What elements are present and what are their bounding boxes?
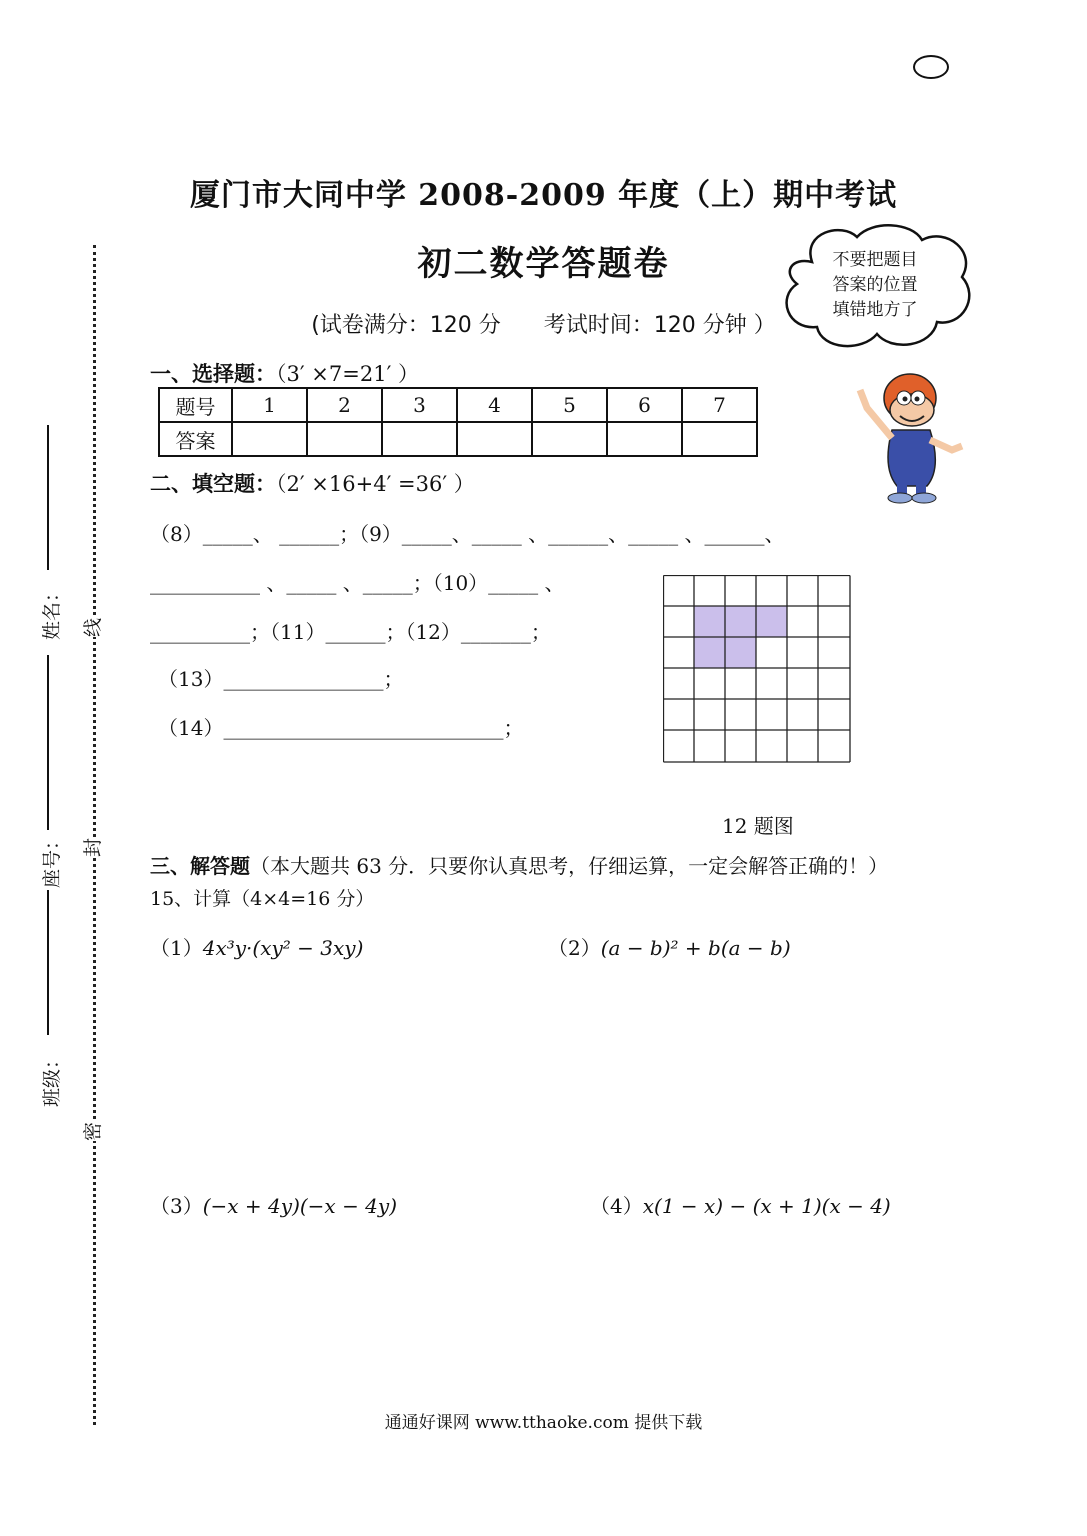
answer-cell[interactable] bbox=[232, 422, 307, 456]
section2-label: 二、填空题： bbox=[150, 471, 276, 496]
bubble-text bbox=[815, 248, 935, 323]
problem-1-num: （1） bbox=[150, 936, 203, 960]
problem-2-expr: (a − b)² + b(a − b) bbox=[600, 936, 791, 960]
section2-heading bbox=[150, 468, 475, 498]
section1-heading bbox=[150, 358, 419, 388]
bubble-line-1: 不要把题目 bbox=[832, 250, 918, 270]
exam-subtitle: 初二数学答题卷 bbox=[417, 244, 670, 284]
name-blank-line bbox=[47, 425, 49, 570]
q15-heading: 15、计算（4×4=16 分） bbox=[150, 888, 375, 910]
problem-1-expr: 4x³y·(xy² − 3xy) bbox=[202, 936, 364, 960]
question-number: 3 bbox=[382, 388, 457, 422]
section3-label: 三、解答题 bbox=[150, 854, 250, 878]
answer-cell[interactable] bbox=[682, 422, 757, 456]
fill-line-4[interactable]: （13）________________； bbox=[158, 667, 404, 691]
bubble-line-3: 填错地方了 bbox=[832, 300, 918, 320]
answer-cell[interactable] bbox=[307, 422, 382, 456]
class-blank-line bbox=[47, 890, 49, 1035]
table-row bbox=[159, 388, 757, 422]
table-head-answer: 答案 bbox=[159, 422, 232, 456]
problem-4 bbox=[590, 1190, 891, 1219]
question-number: 7 bbox=[682, 388, 757, 422]
answer-cell[interactable] bbox=[607, 422, 682, 456]
fill-line-1[interactable]: （8）_____、 ______；（9）_____、_____ 、______、_____ 、______、 bbox=[150, 522, 785, 546]
answer-cell[interactable] bbox=[382, 422, 457, 456]
grid-figure bbox=[663, 575, 853, 765]
seal-mi-char: 密 bbox=[78, 1122, 105, 1141]
seat-label: 座号： bbox=[41, 830, 64, 889]
answer-table bbox=[158, 387, 758, 457]
corner-oval bbox=[913, 55, 949, 79]
seat-blank-line bbox=[47, 655, 49, 830]
section3-note: （本大题共 63 分．只要你认真思考，仔细运算，一定会解答正确的！） bbox=[250, 854, 889, 878]
cartoon-monkey-icon bbox=[852, 368, 967, 508]
problem-3-expr: (−x + 4y)(−x − 4y) bbox=[202, 1194, 398, 1218]
binding-dotted-line bbox=[93, 245, 96, 1425]
question-number: 5 bbox=[532, 388, 607, 422]
seal-feng-char: 封 bbox=[78, 838, 105, 857]
question-number: 1 bbox=[232, 388, 307, 422]
figure-caption: 12 题图 bbox=[722, 814, 794, 838]
bubble-line-2: 答案的位置 bbox=[832, 275, 918, 295]
question-number: 2 bbox=[307, 388, 382, 422]
exam-title: 厦门市大同中学 2008-2009 年度（上）期中考试 bbox=[189, 178, 898, 213]
section1-label: 一、选择题： bbox=[150, 361, 276, 386]
name-label: 姓名： bbox=[41, 582, 64, 641]
problem-2 bbox=[548, 932, 791, 961]
problem-2-num: （2） bbox=[548, 936, 601, 960]
problem-4-num: （4） bbox=[590, 1194, 643, 1218]
answer-cell[interactable] bbox=[457, 422, 532, 456]
problem-3 bbox=[150, 1190, 397, 1219]
table-row bbox=[159, 422, 757, 456]
problem-1 bbox=[150, 932, 363, 961]
section2-score: （2′ ×16+4′ =36′ ） bbox=[276, 472, 475, 496]
class-label: 班级： bbox=[41, 1049, 64, 1108]
fill-line-2[interactable]: ___________ 、_____ 、_____；（10）_____ 、 bbox=[150, 571, 565, 595]
fill-line-5[interactable]: （14）____________________________； bbox=[158, 716, 524, 740]
footer: 通通好课网 www.tthaoke.com 提供下载 bbox=[384, 1413, 703, 1433]
section1-score: （3′ ×7=21′ ） bbox=[276, 362, 420, 386]
fill-line-3[interactable]: __________；（11）______；（12）_______； bbox=[150, 620, 551, 644]
question-number: 6 bbox=[607, 388, 682, 422]
section3-heading bbox=[150, 850, 888, 879]
seal-line-char: 线 bbox=[78, 618, 105, 637]
exam-time: 考试时间：120 分钟 ） bbox=[543, 313, 776, 338]
problem-3-num: （3） bbox=[150, 1194, 203, 1218]
problem-4-expr: x(1 − x) − (x + 1)(x − 4) bbox=[642, 1194, 891, 1218]
table-head-number: 题号 bbox=[159, 388, 232, 422]
question-number: 4 bbox=[457, 388, 532, 422]
answer-cell[interactable] bbox=[532, 422, 607, 456]
full-score: (试卷满分：120 分 bbox=[311, 313, 501, 338]
